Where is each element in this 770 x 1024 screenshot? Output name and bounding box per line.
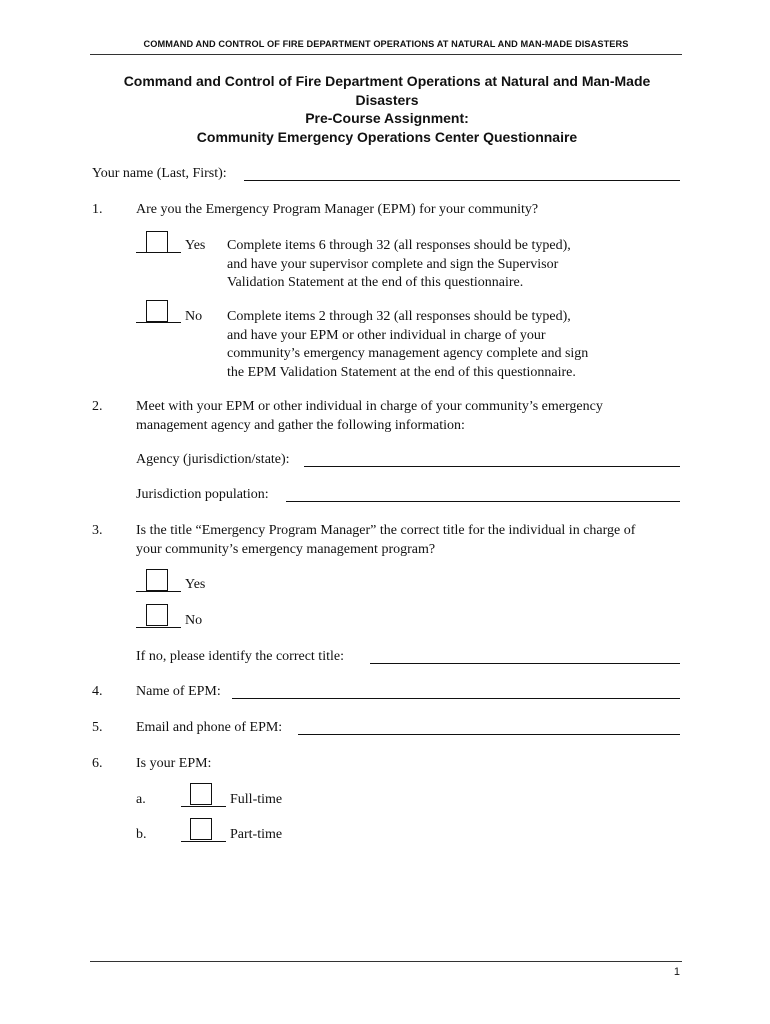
q3-number: 3. [92, 523, 103, 538]
q5-number: 5. [92, 720, 103, 735]
q3-line-2: your community’s emergency management program? [136, 541, 436, 557]
q6-label: Is your EPM: [136, 756, 212, 771]
q2-number: 2. [92, 399, 103, 414]
q1-yes-label: Yes [185, 238, 206, 253]
running-header: COMMAND AND CONTROL OF FIRE DEPARTMENT OPERATIONS AT NATURAL AND MAN-MADE DISASTERS [143, 39, 629, 49]
q6-option-b-blank [181, 841, 226, 842]
document-title [92, 72, 682, 146]
q3-text [136, 522, 686, 559]
agency-label: Agency (jurisdiction/state): [136, 452, 290, 467]
q1-no-line-1: Complete items 2 through 32 (all responses should be typed), [227, 309, 571, 324]
name-label: Your name (Last, First): [92, 166, 227, 181]
q1-yes-line-3: Validation Statement at the end of this questionnaire. [227, 275, 524, 290]
q3-yes-blank [136, 591, 181, 592]
correct-title-input-line[interactable] [370, 663, 680, 664]
epm-name-input-line[interactable] [232, 698, 680, 699]
q3-no-label: No [185, 613, 203, 628]
q2-line-1: Meet with your EPM or other individual in charge of your community’s emergency [136, 399, 603, 414]
title-line-3: Pre-Course Assignment: [305, 110, 469, 126]
part-time-checkbox[interactable] [190, 818, 212, 840]
title-line-2: Disasters [355, 91, 419, 108]
q1-no-line-3: community’s emergency management agency complete and sign [227, 346, 589, 361]
name-input-line[interactable] [244, 180, 680, 181]
q6-option-a-letter: a. [136, 792, 146, 807]
q1-yes-instructions [227, 237, 677, 293]
correct-title-label: If no, please identify the correct title: [136, 649, 344, 664]
q1-no-line-4: the EPM Validation Statement at the end of this questionnaire. [227, 364, 576, 380]
page-number: 1 [673, 966, 680, 978]
header-rule [90, 54, 682, 55]
q1-number: 1. [92, 202, 103, 217]
q1-yes-checkbox[interactable] [146, 231, 168, 253]
q3-no-checkbox[interactable] [146, 604, 168, 626]
q1-no-line-2: and have your EPM or other individual in charge of your [227, 327, 546, 343]
q1-text: Are you the Emergency Program Manager (EPM) for your community? [136, 202, 539, 217]
q3-yes-checkbox[interactable] [146, 569, 168, 591]
agency-input-line[interactable] [304, 466, 680, 467]
population-label: Jurisdiction population: [136, 487, 269, 502]
q1-yes-line-1: Complete items 6 through 32 (all responses should be typed), [227, 238, 571, 253]
q1-no-label: No [185, 309, 203, 324]
q2-line-2: management agency and gather the following information: [136, 417, 465, 433]
full-time-label: Full-time [230, 792, 283, 807]
q6-number: 6. [92, 756, 103, 771]
q3-yes-label: Yes [185, 577, 206, 592]
q1-no-instructions [227, 308, 677, 382]
full-time-checkbox[interactable] [190, 783, 212, 805]
q6-option-a-blank [181, 806, 226, 807]
q2-text [136, 398, 686, 435]
title-line-1: Command and Control of Fire Department Operations at Natural and Man-Made [123, 73, 651, 89]
q1-no-checkbox[interactable] [146, 300, 168, 322]
q5-label: Email and phone of EPM: [136, 720, 283, 735]
q1-no-blank [136, 322, 181, 323]
part-time-label: Part-time [230, 827, 283, 842]
q6-option-b-letter: b. [136, 827, 147, 842]
q3-no-blank [136, 627, 181, 628]
q4-label: Name of EPM: [136, 684, 221, 699]
q3-line-1: Is the title “Emergency Program Manager” the correct title for the individual in charge of [136, 523, 636, 538]
q1-yes-line-2: and have your supervisor complete and sign the Supervisor [227, 256, 559, 272]
population-input-line[interactable] [286, 501, 680, 502]
footer-rule [90, 961, 682, 962]
epm-contact-input-line[interactable] [298, 734, 680, 735]
q4-number: 4. [92, 684, 103, 699]
title-line-4: Community Emergency Operations Center Questionnaire [196, 128, 578, 145]
